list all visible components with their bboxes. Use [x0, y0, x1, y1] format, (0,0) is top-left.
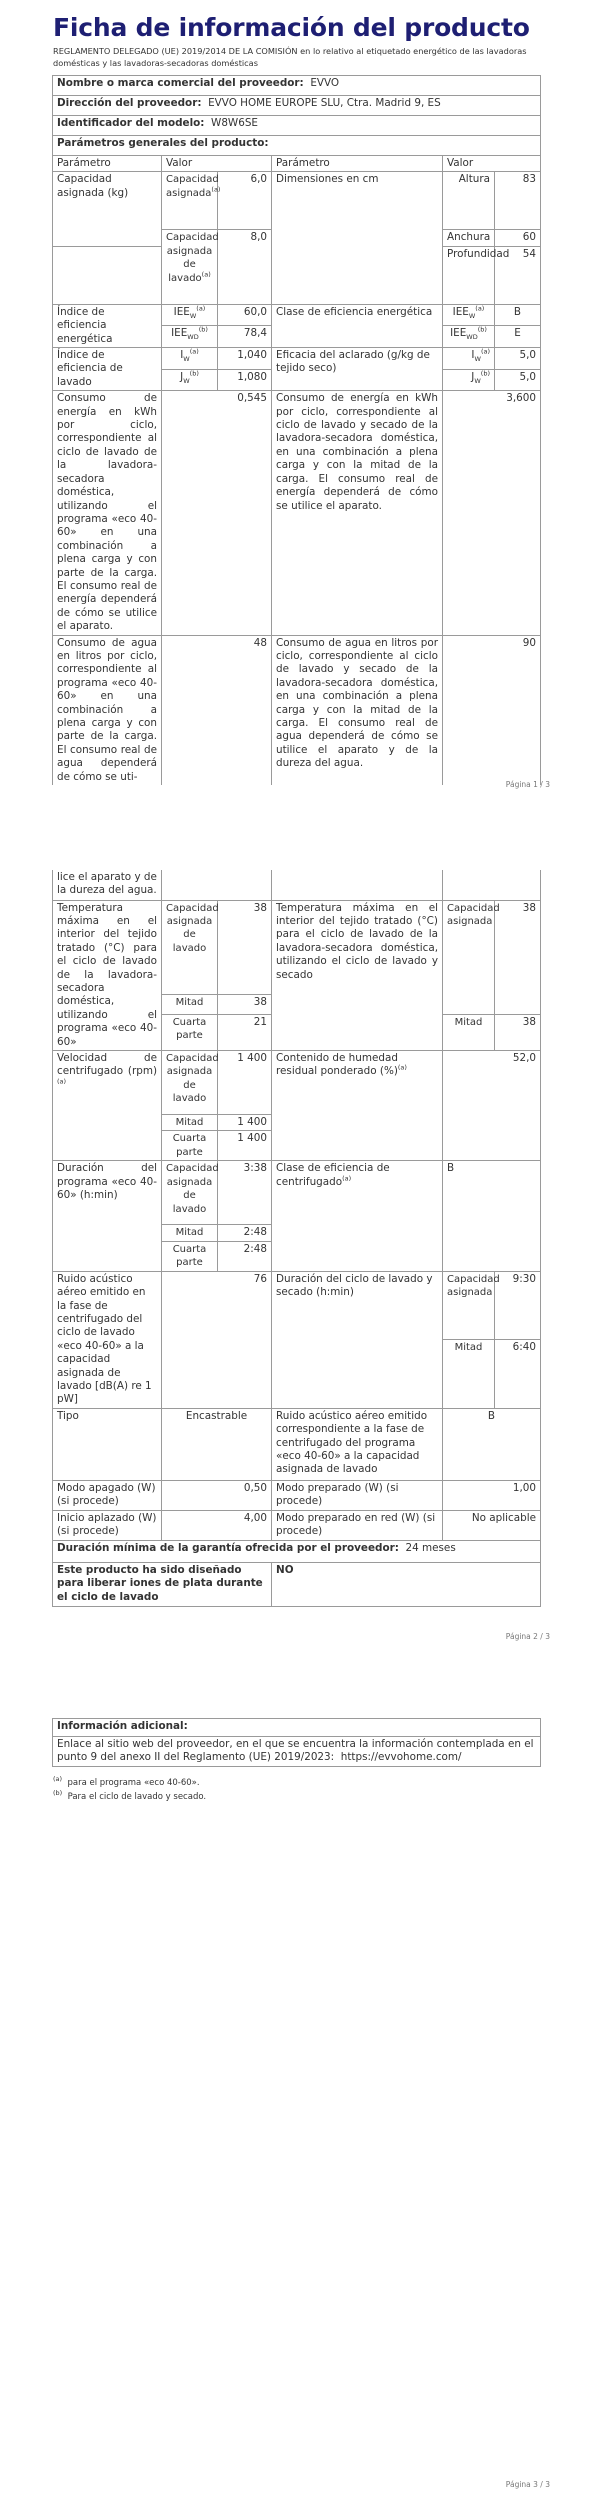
col-header-param: Parámetro	[53, 156, 162, 172]
temp-row-value: 38	[218, 994, 272, 1014]
wd-duration-label: Duración del ciclo de lavado y secado (h:min)	[272, 1271, 443, 1408]
eeclass-wd-symbol: $IEE_{WD}^{(b)}$	[443, 326, 495, 348]
eei-wd-value: 78,4	[218, 326, 272, 348]
moisture-value: 52,0	[443, 1050, 541, 1160]
capacity-wash-label: Capacidad asignada$^{(a)}$	[162, 172, 218, 230]
page-title: Ficha de información del producto	[53, 13, 530, 42]
duration-row-value: 2:48	[218, 1225, 272, 1241]
water-wd-label: Consumo de agua en litros por ciclo, correspondiente al ciclo de lavado y secado de la lavadora-secadora doméstica, en una combinación a plena carga y con la mitad de la carga. El consumo real de agua dependerá de cómo se utilice el aparato y de la dureza del agua.	[272, 635, 443, 785]
footnote-a: $^{(a)}$ para el programa «eco 40-60».	[53, 1775, 200, 1788]
energy-wd-label: Consumo de energía en kWh por ciclo, correspondiente al ciclo de lavado y secado de la lavadora-secadora doméstica, en una combinación a plena carga y con la mitad de la carga. El consumo real de energía dependerá de cómo se utilice el aparato.	[272, 391, 443, 635]
spin-row-label: Mitad	[162, 1114, 218, 1130]
page-number-3: Página 3 / 3	[505, 2480, 550, 2489]
eeclass-label: Clase de eficiencia energética	[272, 304, 443, 347]
warranty-label: Duración mínima de la garantía ofrecida por el proveedor:	[57, 1541, 399, 1554]
col-header-value: Valor	[162, 156, 272, 172]
noise-label: Ruido acústico aéreo emitido en la fase de centrifugado del ciclo de lavado «eco 40-60» a la capacidad asignada de lavado [dB(A) re 1 pW]	[53, 1271, 162, 1408]
regulation-subtitle: REGLAMENTO DELEGADO (UE) 2019/2014 DE LA COMISIÓN en lo relativo al etiquetado energético de las lavadoras domésticas y las lavadoras-secadoras domésticas	[53, 46, 527, 68]
general-params-heading: Parámetros generales del producto:	[53, 136, 541, 156]
page-number-1: Página 1 / 3	[505, 780, 550, 789]
address-row	[53, 96, 541, 116]
page-3	[0, 1700, 592, 2510]
eei-w-value: 60,0	[218, 304, 272, 326]
iw-symbol: $I_W^{(a)}$	[162, 348, 218, 370]
spin-row-label: Cuarta parte	[162, 1131, 218, 1161]
additional-text-cell	[53, 1737, 541, 1767]
temp-row-label: Capacidad asignada de lavado	[162, 900, 218, 994]
address-label: Dirección del proveedor:	[57, 97, 202, 109]
spinclass-label: Clase de eficiencia de centrifugado$^{(a)}$	[272, 1161, 443, 1271]
capacity-dry-label: Capacidad asignada de lavado$^{(a)}$	[162, 230, 218, 304]
silver-label: Este producto ha sido diseñado para liberar iones de plata durante el ciclo de lavado	[53, 1562, 272, 1606]
duration-row-label: Capacidad asignada de lavado	[162, 1161, 218, 1225]
wd-duration-row-value: 6:40	[495, 1340, 541, 1409]
additional-text: Enlace al sitio web del proveedor, en el que se encuentra la información contemplada en el punto 9 del anexo II del Reglamento (UE) 2019/2023:	[57, 1738, 534, 1764]
rinse-label: Eficacia del aclarado (g/kg de tejido seco)	[272, 348, 443, 391]
off-value: 0,50	[162, 1480, 272, 1510]
dimensions-label: Dimensiones en cm	[272, 172, 443, 304]
wd-duration-row-label: Capacidad asignada	[443, 1271, 495, 1340]
delay-value: 4,00	[162, 1510, 272, 1540]
water-cycle-label: Consumo de agua en litros por ciclo, correspondiente al programa «eco 40-60» en una combinación a plena carga y con parte de la carga. El consumo real de agua dependerá de cómo se uti-	[53, 635, 162, 785]
temp-row-value: 21	[218, 1014, 272, 1050]
model-label: Identificador del modelo:	[57, 117, 205, 129]
moisture-label: Contenido de humedad residual ponderado (%)$^{(a)}$	[272, 1050, 443, 1160]
water-cycle-value-cont	[162, 870, 272, 900]
standby-value: 1,00	[443, 1480, 541, 1510]
depth-value: 54	[495, 246, 541, 304]
duration-row-label: Cuarta parte	[162, 1241, 218, 1271]
temp-wd-row-label: Capacidad asignada	[443, 900, 495, 1014]
iw2-value: 5,0	[495, 348, 541, 370]
temp-wd-row-value: 38	[495, 900, 541, 1014]
page-2	[0, 860, 592, 1650]
height-value: 83	[495, 172, 541, 230]
model-row	[53, 116, 541, 136]
height-label: Altura	[443, 172, 495, 230]
width-value: 60	[495, 230, 541, 246]
noise-class-value: B	[443, 1408, 541, 1480]
noise-class-label: Ruido acústico aéreo emitido correspondiente a la fase de centrifugado del programa «eco 40-60» a la capacidad asignada de lavado	[272, 1408, 443, 1480]
eeclass-wd-value: E	[495, 326, 541, 348]
width-label: Anchura	[443, 230, 495, 246]
duration-row-value: 2:48	[218, 1241, 272, 1271]
duration-label: Duración del programa «eco 40-60» (h:min)	[53, 1161, 162, 1271]
warranty-value: 24 meses	[405, 1541, 456, 1554]
spinclass-value: B	[443, 1161, 541, 1271]
footnote-b: $^{(b)}$ Para el ciclo de lavado y secado.	[53, 1789, 207, 1802]
jw-value: 1,080	[218, 369, 272, 391]
type-label: Tipo	[53, 1408, 162, 1480]
noise-value: 76	[162, 1271, 272, 1408]
iw-value: 1,040	[218, 348, 272, 370]
standby-label: Modo preparado (W) (si procede)	[272, 1480, 443, 1510]
capacity-label: Capacidad asignada (kg)	[53, 172, 162, 246]
temp-row-label: Mitad	[162, 994, 218, 1014]
iw2-symbol: $I_W^{(a)}$	[443, 348, 495, 370]
capacity-wash-value: 6,0	[218, 172, 272, 230]
info-table-page-2	[52, 870, 541, 1607]
supplier-value: EVVO	[310, 77, 340, 89]
type-value: Encastrable	[162, 1408, 272, 1480]
page-1	[0, 0, 592, 790]
additional-label: Información adicional:	[53, 1719, 541, 1737]
water-wd-value-cont	[443, 870, 541, 900]
col-header-value-2: Valor	[443, 156, 541, 172]
wash-eff-label: Índice de eficiencia de lavado	[53, 348, 162, 391]
off-label: Modo apagado (W) (si procede)	[53, 1480, 162, 1510]
energy-wd-value: 3,600	[443, 391, 541, 635]
spin-row-value: 1 400	[218, 1131, 272, 1161]
eei-label: Índice de eficiencia energética	[53, 304, 162, 347]
capacity-label-cont	[53, 246, 162, 304]
network-value: No aplicable	[443, 1510, 541, 1540]
supplier-website-link[interactable]: https://evvohome.com/	[340, 1751, 462, 1764]
spin-row-value: 1 400	[218, 1050, 272, 1114]
duration-row-value: 3:38	[218, 1161, 272, 1225]
temp-label: Temperatura máxima en el interior del tejido tratado (°C) para el ciclo de lavado de la lavadora-secadora doméstica, utilizando el programa «eco 40-60»	[53, 900, 162, 1050]
water-wd-label-cont	[272, 870, 443, 900]
jw2-symbol: $J_W^{(b)}$	[443, 369, 495, 391]
spin-row-label: Capacidad asignada de lavado	[162, 1050, 218, 1114]
info-table-page-1	[52, 75, 541, 785]
temp-wd-row-value: 38	[495, 1014, 541, 1050]
wd-duration-row-label: Mitad	[443, 1340, 495, 1409]
eei-wd-symbol: $IEE_{WD}^{(b)}$	[162, 326, 218, 348]
temp-wd-label: Temperatura máxima en el interior del tejido tratado (°C) para el ciclo de lavado de la lavadora-secadora doméstica, utilizando el ciclo de lavado y secado	[272, 900, 443, 1050]
supplier-row	[53, 76, 541, 96]
energy-cycle-label: Consumo de energía en kWh por ciclo, correspondiente al ciclo de lavado de la lavadora-secadora doméstica, utilizando el programa «eco 40-60» en una combinación a plena carga y con parte de la carga. El consumo real de energía dependerá de cómo se utilice el aparato.	[53, 391, 162, 635]
jw2-value: 5,0	[495, 369, 541, 391]
temp-row-value: 38	[218, 900, 272, 994]
additional-info-table	[52, 1718, 541, 1767]
network-label: Modo preparado en red (W) (si procede)	[272, 1510, 443, 1540]
spin-row-value: 1 400	[218, 1114, 272, 1130]
col-header-param-2: Parámetro	[272, 156, 443, 172]
eeclass-w-symbol: $IEE_W^{(a)}$	[443, 304, 495, 326]
spin-label: Velocidad de centrifugado (rpm)$^{(a)}$	[53, 1050, 162, 1160]
supplier-label: Nombre o marca comercial del proveedor:	[57, 77, 304, 89]
model-value: W8W6SE	[211, 117, 258, 129]
water-cycle-label-cont: lice el aparato y de la dureza del agua.	[53, 870, 162, 900]
depth-label: Profundidad	[443, 246, 495, 304]
capacity-dry-value: 8,0	[218, 230, 272, 304]
water-wd-value: 90	[443, 635, 541, 785]
duration-row-label: Mitad	[162, 1225, 218, 1241]
water-cycle-value: 48	[162, 635, 272, 785]
jw-symbol: $J_W^{(b)}$	[162, 369, 218, 391]
eeclass-w-value: B	[495, 304, 541, 326]
silver-value: NO	[272, 1562, 541, 1606]
delay-label: Inicio aplazado (W) (si procede)	[53, 1510, 162, 1540]
warranty-row	[53, 1540, 541, 1562]
temp-wd-row-label: Mitad	[443, 1014, 495, 1050]
address-value: EVVO HOME EUROPE SLU, Ctra. Madrid 9, ES	[208, 97, 441, 109]
page-number-2: Página 2 / 3	[505, 1632, 550, 1641]
eei-w-symbol: $IEE_W^{(a)}$	[162, 304, 218, 326]
temp-row-label: Cuarta parte	[162, 1014, 218, 1050]
energy-cycle-value: 0,545	[162, 391, 272, 635]
wd-duration-row-value: 9:30	[495, 1271, 541, 1340]
